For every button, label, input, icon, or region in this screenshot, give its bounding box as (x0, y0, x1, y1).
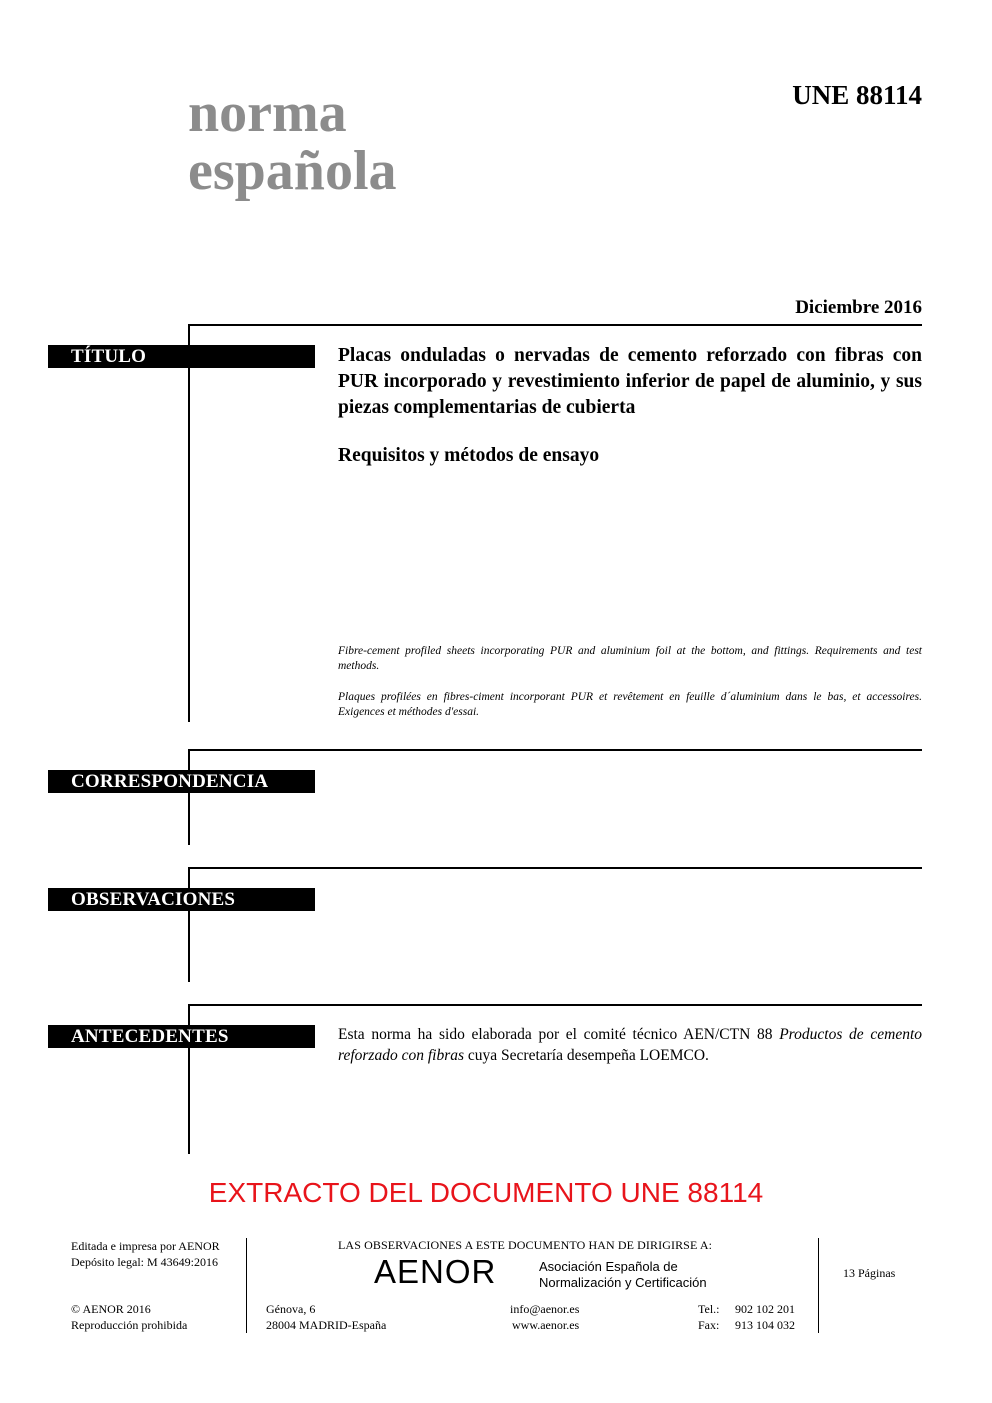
footer-phone-numbers (735, 1301, 795, 1333)
document-title: Placas onduladas o nervadas de cemento reforzado con fibras con PUR incorporado y revestimiento inferior de papel de aluminio, y sus piezas complementarias de cubierta (338, 345, 922, 418)
footer-contact (510, 1301, 579, 1333)
footer-divider-right (818, 1238, 819, 1333)
street-address: Génova, 6 (266, 1302, 316, 1316)
correspondencia-top-rule (188, 749, 922, 751)
copyright: © AENOR 2016 (71, 1302, 151, 1316)
antecedentes-label: ANTECEDENTES (48, 1025, 315, 1048)
tel-label: Tel.: (698, 1302, 720, 1316)
footer-address (266, 1301, 386, 1333)
document-subtitle: Requisitos y métodos de ensayo (338, 445, 600, 466)
publication-date: Diciembre 2016 (795, 297, 922, 318)
org-line-2: Normalización y Certificación (539, 1275, 707, 1290)
edited-by: Editada e impresa por AENOR (71, 1239, 220, 1253)
aenor-organization-name (539, 1259, 707, 1291)
french-title: Plaques profilées en fibres-ciment incorporant PUR et revêtement en feuille d´aluminium dans le bas, et accessoires. Exigences et méthodes d'essai. (338, 691, 922, 718)
footer-divider-left (246, 1238, 247, 1333)
org-line-1: Asociación Española de (539, 1259, 678, 1274)
correspondencia-left-rule (188, 749, 190, 845)
footer-edition (71, 1238, 220, 1270)
aenor-logo: AENOR (374, 1253, 497, 1290)
titulo-label: TÍTULO (48, 345, 315, 368)
footer-copyright (71, 1301, 187, 1333)
antecedentes-text-end: cuya Secretaría desempeña LOEMCO. (464, 1047, 709, 1064)
english-title: Fibre-cement profiled sheets incorporating PUR and aluminium foil at the bottom, and fittings. Requirements and test methods. (338, 645, 922, 672)
observations-address-line: LAS OBSERVACIONES A ESTE DOCUMENTO HAN DE DIRIGIRSE A: (338, 1238, 713, 1252)
committee-name: Productos de cemento reforzado con fibras (338, 1026, 922, 1064)
city-address: 28004 MADRID-España (266, 1318, 387, 1332)
titulo-left-rule (188, 324, 190, 722)
observaciones-label: OBSERVACIONES (48, 888, 315, 911)
norma-espanola-heading (188, 84, 397, 200)
antecedentes-text (338, 1024, 922, 1066)
page-count: 13 Páginas (843, 1266, 896, 1280)
antecedentes-text-start: Esta norma ha sido elaborada por el comité técnico AEN/CTN 88 (338, 1026, 780, 1043)
reproduction-notice: Reproducción prohibida (71, 1318, 188, 1332)
email-link[interactable]: info@aenor.es (510, 1302, 580, 1316)
antecedentes-top-rule (188, 1004, 922, 1006)
standard-code: UNE 88114 (792, 80, 922, 110)
fax-label: Fax: (698, 1318, 720, 1332)
espanola-line: española (188, 140, 397, 202)
titulo-top-rule (188, 324, 922, 326)
legal-deposit: Depósito legal: M 43649:2016 (71, 1255, 218, 1269)
footer-phone-labels (698, 1301, 720, 1333)
tel-number: 902 102 201 (735, 1302, 795, 1316)
observaciones-left-rule (188, 867, 190, 982)
fax-number: 913 104 032 (735, 1318, 795, 1332)
extract-banner: EXTRACTO DEL DOCUMENTO UNE 88114 (208, 1177, 764, 1208)
website-link[interactable]: www.aenor.es (512, 1318, 580, 1332)
norma-line: norma (188, 82, 347, 144)
observaciones-top-rule (188, 867, 922, 869)
correspondencia-label: CORRESPONDENCIA (48, 770, 315, 793)
